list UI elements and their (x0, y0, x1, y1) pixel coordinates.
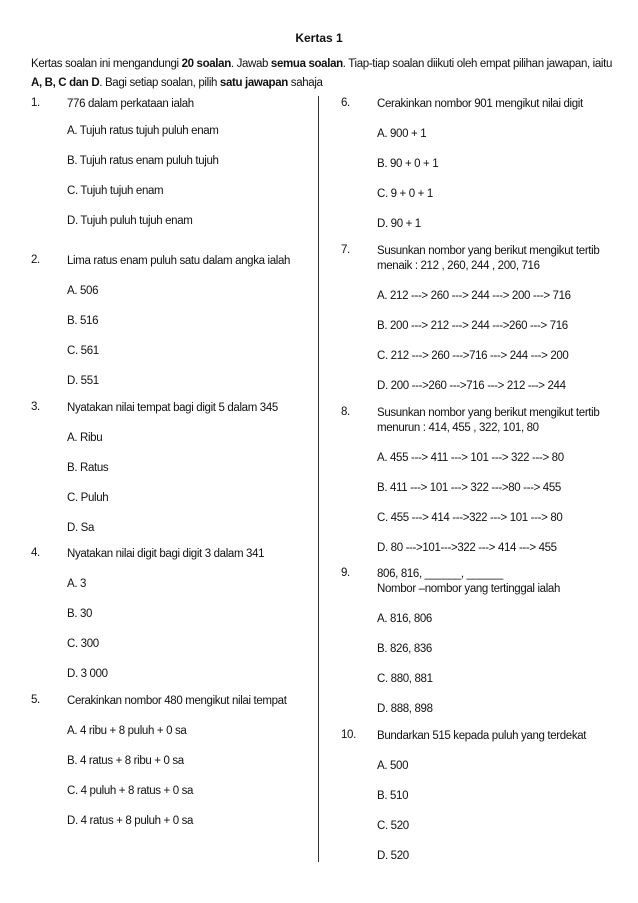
option-d[interactable]: D. 551 (67, 375, 99, 387)
option-b[interactable]: B. 510 (377, 790, 409, 802)
question-text: Cerakinkan nombor 480 mengikut nilai tempat (67, 695, 287, 707)
question-number: 2. (31, 254, 40, 266)
question-1 (31, 97, 311, 244)
option-c[interactable]: C. 300 (67, 638, 99, 650)
intro-bold-question-count: 20 soalan (181, 58, 231, 70)
intro-text-2: . Jawab (230, 58, 271, 70)
question-text-line-1: 806, 816, ______, ______ (377, 568, 503, 580)
instructions (31, 55, 616, 93)
question-number: 1. (31, 97, 40, 109)
question-number: 4. (31, 547, 40, 559)
option-b[interactable]: B. 90 + 0 + 1 (377, 158, 439, 170)
option-d[interactable]: D. 520 (377, 850, 409, 862)
question-number: 3. (31, 401, 40, 413)
option-c[interactable]: C. 9 + 0 + 1 (377, 188, 433, 200)
option-d[interactable]: D. 80 --->101--->322 ---> 414 ---> 455 (377, 542, 557, 554)
question-3 (31, 401, 311, 551)
question-10 (341, 729, 616, 879)
option-b[interactable]: B. 200 ---> 212 ---> 244 --->260 ---> 716 (377, 320, 568, 332)
option-b[interactable]: B. Ratus (67, 462, 109, 474)
option-a[interactable]: A. 3 (67, 578, 87, 590)
question-7 (341, 244, 616, 409)
option-a[interactable]: A. Tujuh ratus tujuh puluh enam (67, 125, 219, 137)
intro-text-5: sahaja (287, 77, 323, 89)
option-c[interactable]: C. Puluh (67, 492, 109, 504)
page-title: Kertas 1 (295, 31, 343, 45)
option-a[interactable]: A. Ribu (67, 432, 103, 444)
option-c[interactable]: C. 455 ---> 414 --->322 ---> 101 ---> 80 (377, 512, 563, 524)
option-d[interactable]: D. 90 + 1 (377, 218, 421, 230)
question-text-line-1: Susunkan nombor yang berikut mengikut tertib (377, 245, 600, 257)
option-c[interactable]: C. 880, 881 (377, 673, 433, 685)
intro-bold-choices: A, B, C dan D (31, 77, 100, 89)
question-text-line-2: Nombor –nombor yang tertinggal ialah (377, 583, 561, 595)
option-d[interactable]: D. 888, 898 (377, 703, 433, 715)
option-d[interactable]: D. Tujuh puluh tujuh enam (67, 215, 193, 227)
question-text: Lima ratus enam puluh satu dalam angka ialah (67, 255, 291, 267)
question-text-line-2: menurun : 414, 455 , 322, 101, 80 (377, 422, 539, 434)
intro-text-3: . Tiap-tiap soalan diikuti oleh empat pilihan jawapan, iaitu (342, 58, 613, 70)
question-number: 7. (341, 244, 350, 256)
question-number: 6. (341, 97, 350, 109)
option-c[interactable]: C. 4 puluh + 8 ratus + 0 sa (67, 785, 194, 797)
question-number: 8. (341, 406, 350, 418)
option-d[interactable]: D. 200 --->260 --->716 ---> 212 ---> 244 (377, 380, 566, 392)
question-number: 5. (31, 694, 40, 706)
question-number: 10. (341, 729, 356, 741)
option-c[interactable]: C. 520 (377, 820, 409, 832)
option-a[interactable]: A. 212 ---> 260 ---> 244 ---> 200 ---> 716 (377, 290, 571, 302)
option-a[interactable]: A. 4 ribu + 8 puluh + 0 sa (67, 725, 187, 737)
option-d[interactable]: D. 3 000 (67, 668, 108, 680)
intro-text-4: . Bagi setiap soalan, pilih (99, 77, 220, 89)
question-6 (341, 97, 616, 247)
question-text: Nyatakan nilai digit bagi digit 3 dalam 341 (67, 548, 265, 560)
intro-bold-one-answer: satu jawapan (219, 77, 288, 89)
option-d[interactable]: D. 4 ratus + 8 puluh + 0 sa (67, 815, 194, 827)
question-number: 9. (341, 567, 350, 579)
option-d[interactable]: D. Sa (67, 522, 95, 534)
option-a[interactable]: A. 816, 806 (377, 613, 432, 625)
question-2 (31, 254, 311, 404)
option-b[interactable]: B. 30 (67, 608, 93, 620)
option-a[interactable]: A. 506 (67, 285, 99, 297)
option-a[interactable]: A. 455 ---> 411 ---> 101 ---> 322 ---> 80 (377, 452, 564, 464)
option-c[interactable]: C. 212 ---> 260 --->716 ---> 244 ---> 200 (377, 350, 569, 362)
option-c[interactable]: C. Tujuh tujuh enam (67, 185, 164, 197)
question-4 (31, 547, 311, 697)
intro-text-1: Kertas soalan ini mengandungi (31, 58, 182, 70)
option-b[interactable]: B. 516 (67, 315, 99, 327)
option-a[interactable]: A. 900 + 1 (377, 128, 427, 140)
option-b[interactable]: B. Tujuh ratus enam puluh tujuh (67, 155, 219, 167)
question-text: Nyatakan nilai tempat bagi digit 5 dalam 345 (67, 402, 278, 414)
question-text: Bundarkan 515 kepada puluh yang terdekat (377, 730, 587, 742)
column-divider (318, 96, 319, 862)
option-b[interactable]: B. 826, 836 (377, 643, 432, 655)
question-text: 776 dalam perkataan ialah (67, 98, 194, 110)
question-9 (341, 567, 616, 732)
question-5 (31, 694, 311, 844)
option-a[interactable]: A. 500 (377, 760, 409, 772)
option-b[interactable]: B. 411 ---> 101 ---> 322 --->80 ---> 455 (377, 482, 561, 494)
question-text: Cerakinkan nombor 901 mengikut nilai digit (377, 98, 583, 110)
intro-bold-all-questions: semua soalan (270, 58, 343, 70)
option-c[interactable]: C. 561 (67, 345, 99, 357)
question-text-line-1: Susunkan nombor yang berikut mengikut tertib (377, 407, 600, 419)
question-8 (341, 406, 616, 571)
option-b[interactable]: B. 4 ratus + 8 ribu + 0 sa (67, 755, 184, 767)
question-text-line-2: menaik : 212 , 260, 244 , 200, 716 (377, 260, 540, 272)
